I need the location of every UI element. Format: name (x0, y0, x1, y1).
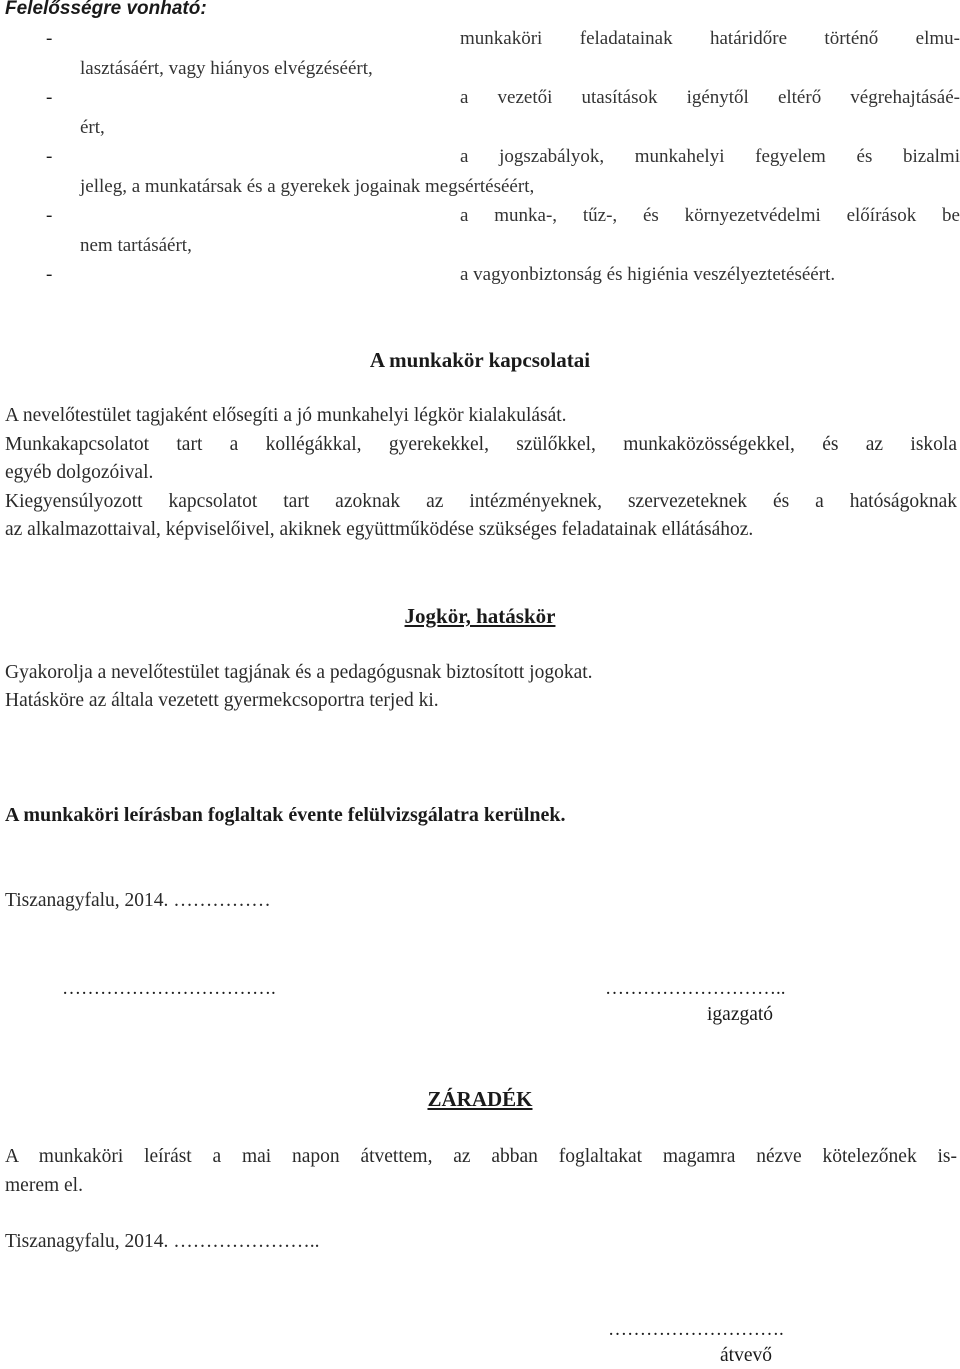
relations-line: az alkalmazottaival, képviselőivel, akiknek együttműködése szükséges feladatainak ellátásához. (5, 519, 754, 540)
signature-line-recipient: ………………………. (608, 1319, 784, 1340)
place-date: Tiszanagyfalu, 2014. …………… (5, 890, 271, 911)
relations-line: egyéb dolgozóival. (5, 462, 154, 483)
signature-label-recipient: átvevő (720, 1345, 772, 1366)
authority-line: Gyakorolja a nevelőtestület tagjának és a pedagógusnak biztosított jogokat. (5, 662, 593, 683)
review-note: A munkaköri leírásban foglaltak évente felülvizsgálatra kerülnek. (5, 804, 566, 826)
list-item-continuation: jelleg, a munkatársak és a gyerekek jogainak megsértéséért, (80, 176, 535, 197)
list-item-text: a jogszabályok, munkahelyi fegyelem és bizalmi (460, 146, 960, 167)
signature-line-right: ……………………….. (605, 978, 786, 999)
relations-line: A nevelőtestület tagjaként elősegíti a jó munkahelyi légkör kialakulását. (5, 405, 567, 426)
section-title-clause: ZÁRADÉK (427, 1087, 533, 1111)
relations-line: Munkakapcsolatot tart a kollégákkal, gyerekekkel, szülőkkel, munkaközösségekkel, és az iskola (5, 434, 957, 455)
clause-place-date: Tiszanagyfalu, 2014. ………………….. (5, 1231, 320, 1252)
relations-line: Kiegyensúlyozott kapcsolatot tart azoknak az intézményeknek, szervezeteknek és a hatóságoknak (5, 491, 957, 512)
list-dash: - (46, 87, 53, 108)
section-title-relations: A munkakör kapcsolatai (369, 348, 591, 372)
list-item-text: a vagyonbiztonság és higiénia veszélyeztetéséért. (460, 264, 836, 285)
list-item-continuation: nem tartásáért, (80, 235, 192, 256)
list-item-text: a munka-, tűz-, és környezetvédelmi előírások be (460, 205, 960, 226)
authority-line: Hatásköre az általa vezetett gyermekcsoportra terjed ki. (5, 690, 439, 711)
list-item-text: munkaköri feladatainak határidőre történő elmu- (460, 28, 960, 49)
list-dash: - (46, 205, 53, 226)
list-dash: - (46, 264, 53, 285)
clause-line: merem el. (5, 1175, 83, 1196)
clause-line: A munkaköri leírást a mai napon átvettem, az abban foglaltakat magamra nézve kötelezőnek is- (5, 1146, 957, 1167)
list-dash: - (46, 28, 53, 49)
list-item-text: a vezetői utasítások igénytől eltérő végrehajtásáé- (460, 87, 960, 108)
signature-label-director: igazgató (707, 1004, 774, 1025)
list-dash: - (46, 146, 53, 167)
responsibility-heading: Felelősségre vonható: (5, 0, 207, 19)
list-item-continuation: ért, (80, 117, 105, 138)
list-item-continuation: lasztásáért, vagy hiányos elvégzéséért, (80, 58, 373, 79)
signature-line-left: ……………………………. (62, 978, 276, 999)
section-title-authority: Jogkör, hatáskör (404, 604, 556, 628)
